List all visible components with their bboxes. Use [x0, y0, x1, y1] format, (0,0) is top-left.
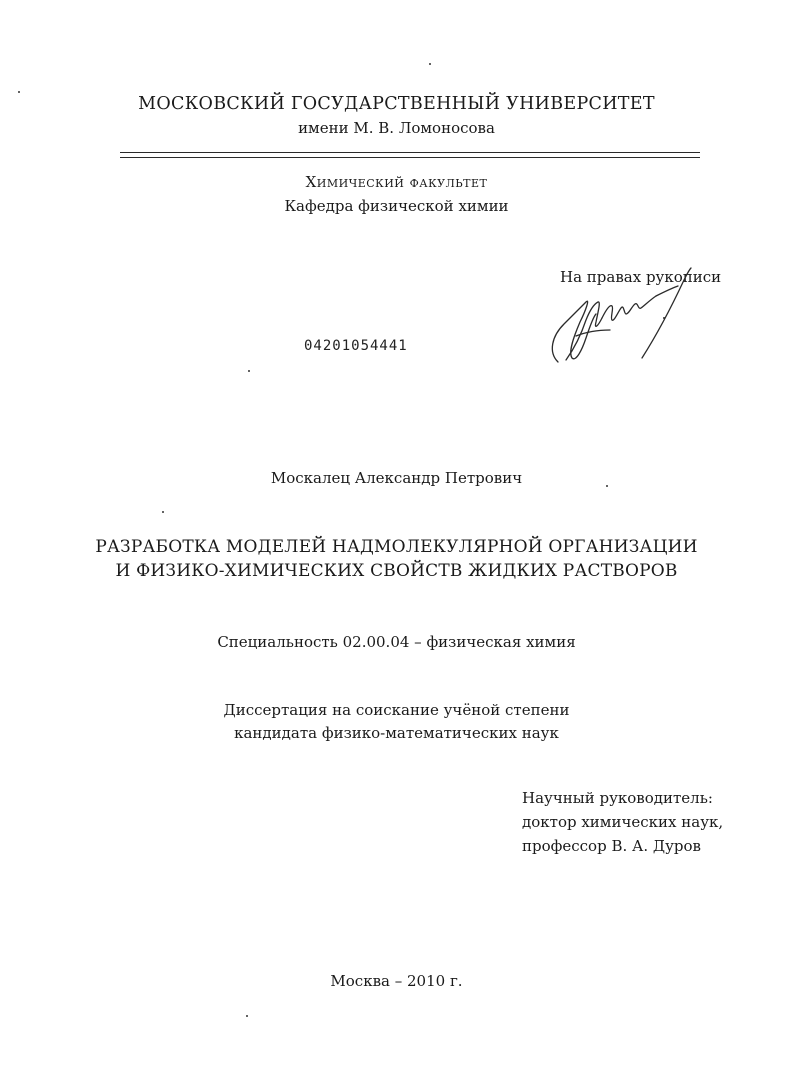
- thesis-degree-line-1: Диссертация на соискание учёной степени: [223, 701, 570, 719]
- department-name: Кафедра физической химии: [284, 197, 509, 215]
- scan-speck: [162, 511, 164, 513]
- university-name: МОСКОВСКИЙ ГОСУДАРСТВЕННЫЙ УНИВЕРСИТЕТ: [138, 94, 655, 114]
- city-year: Москва – 2010 г.: [330, 972, 463, 990]
- speciality: Специальность 02.00.04 – физическая химия: [217, 633, 576, 651]
- header-rule-bottom: [120, 157, 700, 158]
- scan-speck: [429, 63, 431, 65]
- thesis-title-line-2: И ФИЗИКО-ХИМИЧЕСКИХ СВОЙСТВ ЖИДКИХ РАСТВОРОВ: [115, 561, 678, 581]
- supervisor-block: [522, 786, 723, 858]
- scan-speck: [18, 91, 20, 93]
- author-name: Москалец Александр Петрович: [270, 469, 523, 487]
- scan-speck: [246, 1015, 248, 1017]
- supervisor-degree: доктор химических наук,: [522, 813, 724, 831]
- supervisor-name: профессор В. А. Дуров: [522, 837, 702, 855]
- thesis-degree-line-2: кандидата физико-математических наук: [234, 724, 559, 742]
- scan-speck: [248, 370, 250, 372]
- faculty-name: Химический факультет: [305, 173, 488, 191]
- signature-icon: [546, 266, 706, 374]
- header-rule-top: [120, 152, 700, 153]
- supervisor-label: Научный руководитель:: [522, 789, 713, 807]
- manuscript-rights: На правах рукописи: [560, 268, 722, 286]
- university-named-after: имени М. В. Ломоносова: [298, 119, 495, 137]
- thesis-title-line-1: РАЗРАБОТКА МОДЕЛЕЙ НАДМОЛЕКУЛЯРНОЙ ОРГАНИЗАЦИИ: [95, 537, 698, 557]
- registration-number: 04201054441: [304, 338, 408, 354]
